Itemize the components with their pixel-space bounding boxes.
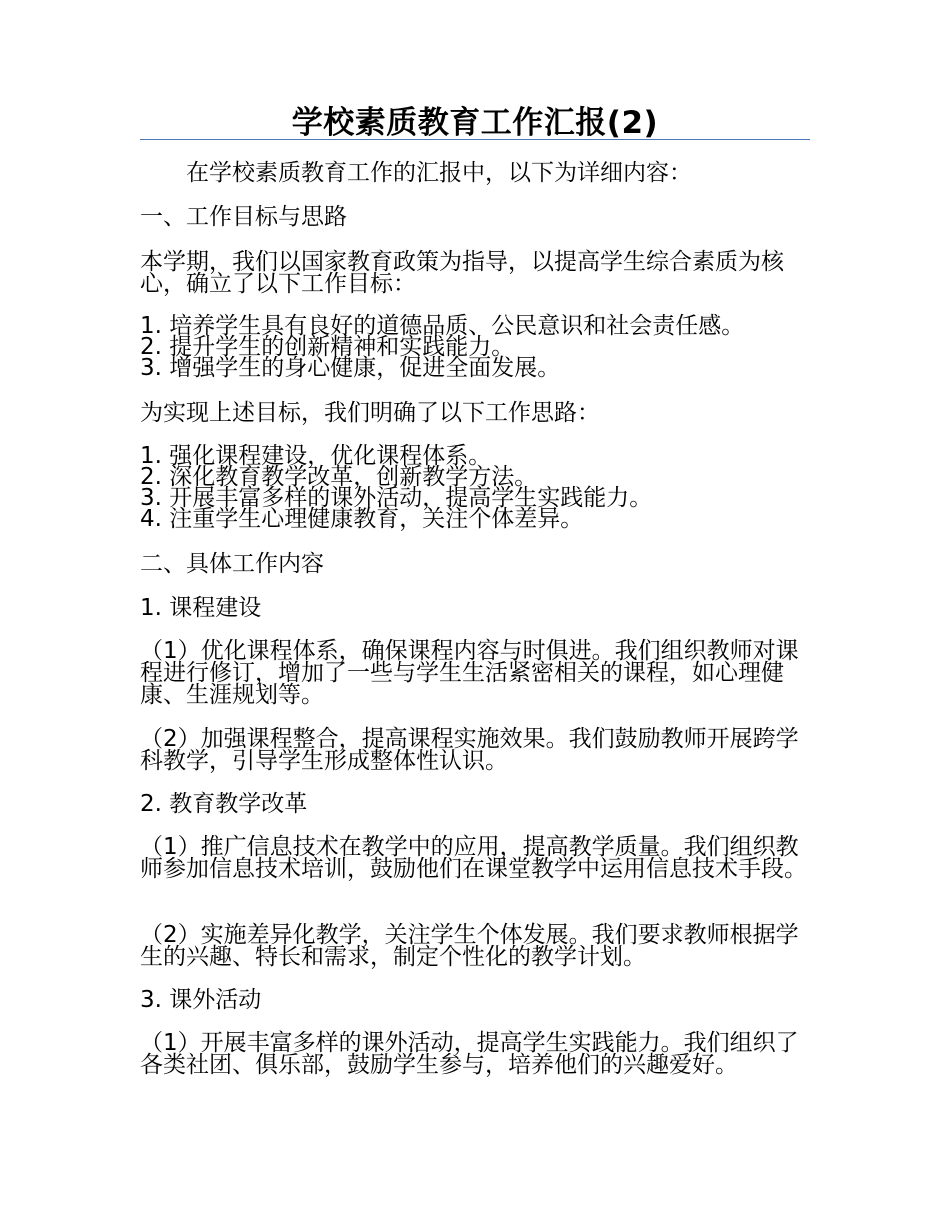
subsection-heading-reform: 2. 教育教学改革 xyxy=(140,791,308,817)
subsection-heading-curriculum: 1. 课程建设 xyxy=(140,595,262,621)
goal-item-3: 3. 增强学生的身心健康，促进全面发展。 xyxy=(140,355,561,381)
goal-item-1: 1. 培养学生具有良好的道德品质、公民意识和社会责任感。 xyxy=(140,313,745,339)
curriculum-item-1: （1）优化课程体系，确保课程内容与时俱进。我们组织教师对课程进行修订，增加了一些与学生生活紧密相关的课程，如心理健康、生涯规划等。 xyxy=(140,638,799,708)
reform-item-2: （2）实施差异化教学，关注学生个体发展。我们要求教师根据学生的兴趣、特长和需求，制定个性化的教学计划。 xyxy=(140,922,799,970)
goal-item-2: 2. 提升学生的创新精神和实践能力。 xyxy=(140,334,515,360)
section-heading-content: 二、具体工作内容 xyxy=(140,551,324,577)
idea-item-2: 2. 深化教育教学改革，创新教学方法。 xyxy=(140,464,538,490)
idea-item-1: 1. 强化课程建设，优化课程体系。 xyxy=(140,443,492,469)
reform-item-1: （1）推广信息技术在教学中的应用，提高教学质量。我们组织教师参加信息技术培训，鼓励他们在课堂教学中运用信息技术手段。 xyxy=(140,834,807,882)
document-title: 学校素质教育工作汇报(2) xyxy=(291,105,659,141)
curriculum-item-2: （2）加强课程整合，提高课程实施效果。我们鼓励教师开展跨学科教学，引导学生形成整体性认识。 xyxy=(140,726,799,774)
activities-item-1: （1）开展丰富多样的课外活动，提高学生实践能力。我们组织了各类社团、俱乐部，鼓励学生参与，培养他们的兴趣爱好。 xyxy=(140,1030,799,1078)
idea-item-3: 3. 开展丰富多样的课外活动，提高学生实践能力。 xyxy=(140,485,653,511)
section-heading-goals: 一、工作目标与思路 xyxy=(140,204,347,230)
intro-paragraph: 在学校素质教育工作的汇报中，以下为详细内容： xyxy=(186,160,692,186)
ideas-paragraph: 为实现上述目标，我们明确了以下工作思路： xyxy=(140,400,600,426)
goals-paragraph: 本学期，我们以国家教育政策为指导，以提高学生综合素质为核心，确立了以下工作目标： xyxy=(140,249,784,297)
subsection-heading-activities: 3. 课外活动 xyxy=(140,987,262,1013)
idea-item-4: 4. 注重学生心理健康教育，关注个体差异。 xyxy=(140,506,584,532)
title-underline xyxy=(140,139,810,140)
